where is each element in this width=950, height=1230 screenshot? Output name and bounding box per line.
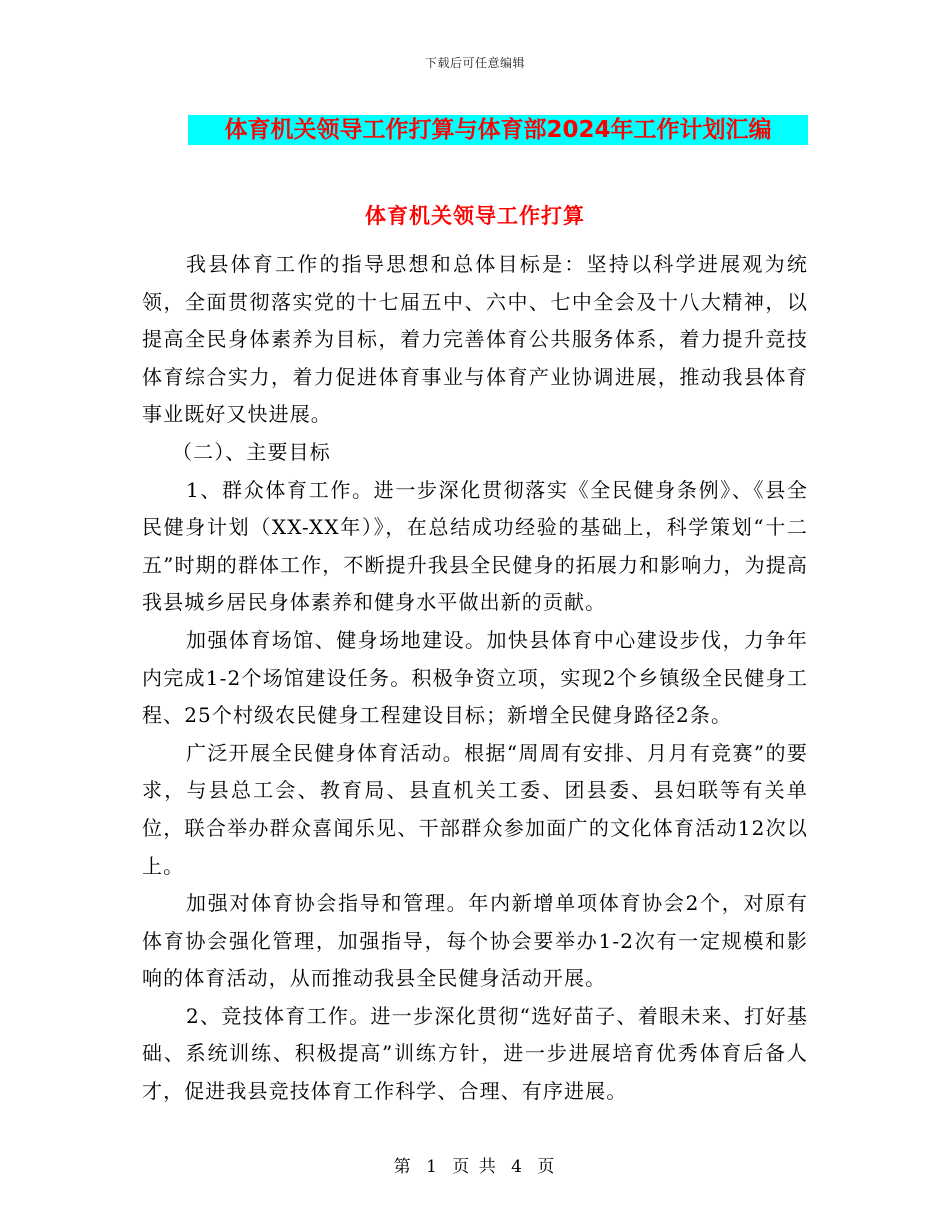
paragraph-mass-sports: 1、群众体育工作。进一步深化贯彻落实《全民健身条例》、《县全民健身计划（XX-XX年）》，在总结成功经验的基础上，科学策划“十二五”时期的群体工作，不断提升我县全民健身的拓展力和影响力，为提高我县城乡居民身体素养和健身水平做出新的贡献。 — [142, 477, 808, 615]
footer-page-number: 1 — [426, 1157, 439, 1177]
header-note: 下载后可任意编辑 — [424, 56, 525, 70]
paragraph-associations: 加强对体育协会指导和管理。年内新增单项体育协会2个，对原有体育协会强化管理，加强指导，每个协会要举办1-2次有一定规模和影响的体育活动，从而推动我县全民健身活动开展。 — [142, 891, 808, 991]
paragraph-guiding-ideology: 我县体育工作的指导思想和总体目标是：坚持以科学进展观为统领，全面贯彻落实党的十七届五中、六中、七中全会及十八大精神，以提高全民身体素养为目标，着力完善体育公共服务体系，着力提升竞技体育综合实力，着力促进体育事业与体育产业协调进展，推动我县体育事业既好又快进展。 — [142, 252, 808, 427]
footer-middle: 页 共 — [452, 1157, 498, 1177]
subheading-main-goals: （二）、主要目标 — [172, 439, 331, 464]
document-body — [142, 246, 808, 1111]
section-title: 体育机关领导工作打算 — [365, 204, 585, 228]
footer-prefix: 第 — [393, 1157, 413, 1177]
page-footer — [0, 1152, 950, 1177]
paragraph-competitive-sports: 2、竞技体育工作。进一步深化贯彻“选好苗子、着眼未来、打好基础、系统训练、积极提高”训练方针，进一步进展培育优秀体育后备人才，促进我县竞技体育工作科学、合理、有序进展。 — [142, 1003, 808, 1104]
paragraph-venue-construction: 加强体育场馆、健身场地建设。加快县体育中心建设步伐，力争年内完成1-2个场馆建设任务。积极争资立项，实现2个乡镇级全民健身工程、25个村级农民健身工程建设目标；新增全民健身路径2条。 — [142, 627, 808, 728]
document-title: 体育机关领导工作打算与体育部2024年工作计划汇编 — [188, 115, 808, 145]
paragraph-fitness-activities: 广泛开展全民健身体育活动。根据“周周有安排、月月有竞赛”的要求，与县总工会、教育局、县直机关工委、团县委、县妇联等有关单位，联合举办群众喜闻乐见、干部群众参加面广的文化体育活动12次以上。 — [142, 740, 808, 878]
footer-suffix: 页 — [537, 1157, 557, 1177]
footer-total-pages: 4 — [511, 1157, 524, 1177]
